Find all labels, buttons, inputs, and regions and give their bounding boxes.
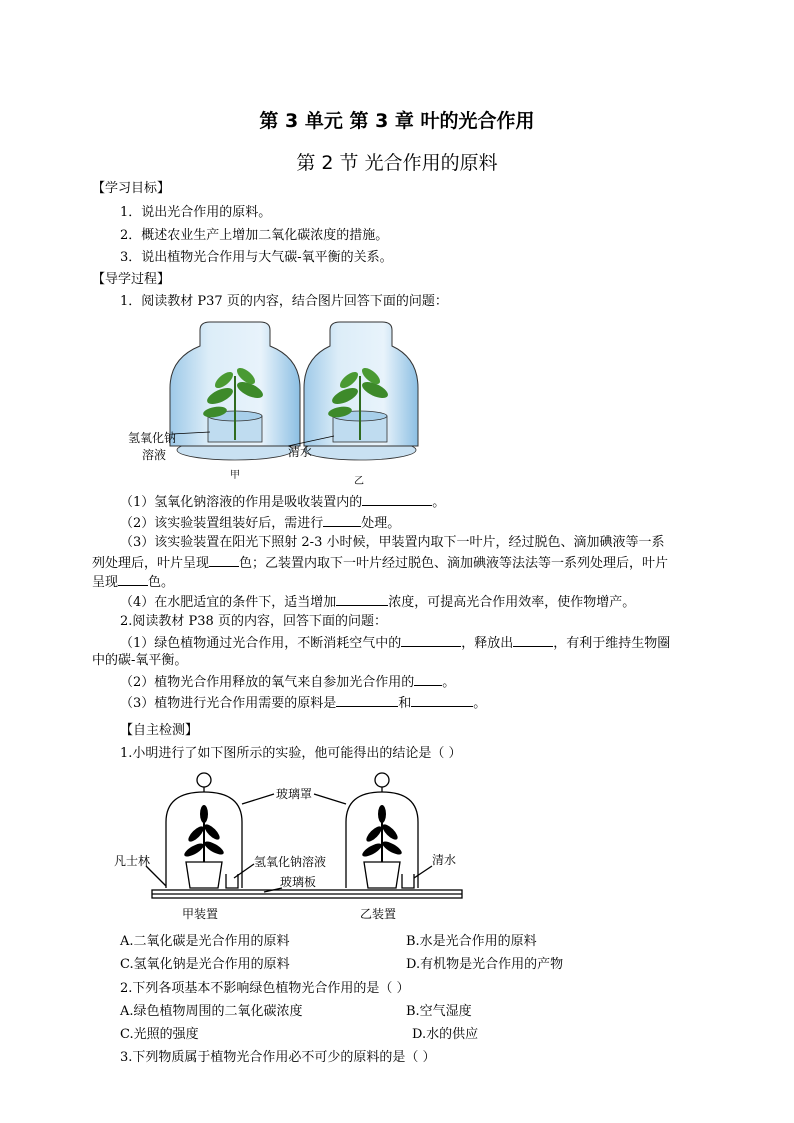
label-jia: 甲 [230,470,240,481]
q1-2: （2）该实验装置组装好后，需进行 处理。 [120,513,400,533]
label-water: 清水 [288,445,313,459]
bell-jar-experiment-figure [120,318,420,488]
q2-3: （3）植物进行光合作用需要的原料是 和 。 [120,693,486,713]
option-b: B.水是光合作用的原料 [406,934,537,949]
option-c: C.氢氧化钠是光合作用的原料 [120,957,290,972]
answer-blank[interactable] [209,553,239,567]
label-naoh-1: 氢氧化钠 [128,431,177,445]
q1-1: （1）氢氧化钠溶液的作用是吸收装置内的 。 [120,492,445,512]
answer-blank[interactable] [411,693,473,707]
label-glass-plate: 玻璃板 [280,875,317,889]
q2-1-line2: 中的碳-氧平衡。 [92,653,188,668]
q2-intro: 2.阅读教材 P38 页的内容，回答下面的问题： [120,614,387,629]
objective-item: 2．概述农业生产上增加二氧化碳浓度的措施。 [120,228,389,243]
label-glass-cover: 玻璃罩 [276,787,313,801]
label-vaseline: 凡士林 [114,854,151,868]
selfcheck-heading: 【自主检测】 [120,723,199,738]
q1-3-line1: （3）该实验装置在阳光下照射 2-3 小时候，甲装置内取下一叶片，经过脱色、滴加碘液等一系 [120,535,665,550]
jar-yi [304,322,418,460]
objective-item: 1．说出光合作用的原料。 [120,205,272,220]
label-yi: 乙 [354,476,364,487]
q2-1-line1: （1）绿色植物通过光合作用，不断消耗空气中的 ，释放出 ，有利于维持生物圈 [120,633,670,653]
option-d: D.有机物是光合作用的产物 [406,957,564,972]
label-device-yi: 乙装置 [360,907,397,921]
selfcheck-q3: 3.下列物质属于植物光合作用必不可少的原料的是（ ） [120,1050,436,1065]
option-a: A.绿色植物周围的二氧化碳浓度 [120,1004,303,1019]
option-a: A.二氧化碳是光合作用的原料 [120,934,290,949]
section-title: 第 2 节 光合作用的原料 [296,152,498,174]
answer-blank[interactable] [118,572,148,586]
answer-blank[interactable] [362,492,432,506]
label-device-jia: 甲装置 [182,907,219,921]
answer-blank[interactable] [414,672,442,686]
objective-item: 3．说出植物光合作用与大气碳-氧平衡的关系。 [120,250,393,265]
option-b: B.空气湿度 [406,1004,472,1019]
label-naoh-2: 溶液 [142,448,167,462]
process-q1-intro: 1．阅读教材 P37 页的内容，结合图片回答下面的问题： [120,294,448,309]
answer-blank[interactable] [513,633,553,647]
label-naoh-solution: 氢氧化钠溶液 [254,855,327,869]
glass-cover-experiment-figure [114,770,474,928]
selfcheck-q2: 2.下列各项基本不影响绿色植物光合作用的是（ ） [120,981,410,996]
option-c: C.光照的强度 [120,1027,199,1042]
q1-4: （4）在水肥适宜的条件下，适当增加 浓度，可提高光合作用效率，使作物增产。 [120,592,635,612]
option-d: D.水的供应 [412,1027,479,1042]
q1-3-line3: 呈现 色。 [92,572,174,592]
objectives-heading: 【学习目标】 [92,181,171,196]
jar-jia [170,322,300,460]
selfcheck-q1: 1.小明进行了如下图所示的实验，他可能得出的结论是（ ） [120,746,462,761]
q1-3-line2: 列处理后，叶片呈现 色；乙装置内取下一叶片经过脱色、滴加碘液等法法等一系列处理后，叶片 [92,553,668,573]
q2-2: （2）植物光合作用释放的氧气来自参加光合作用的 。 [120,672,455,692]
answer-blank[interactable] [336,592,388,606]
answer-blank[interactable] [323,513,361,527]
page-title: 第 3 单元 第 3 章 叶的光合作用 [259,110,535,132]
answer-blank[interactable] [336,693,398,707]
answer-blank[interactable] [401,633,461,647]
label-water: 清水 [432,853,457,867]
process-heading: 【导学过程】 [92,272,171,287]
